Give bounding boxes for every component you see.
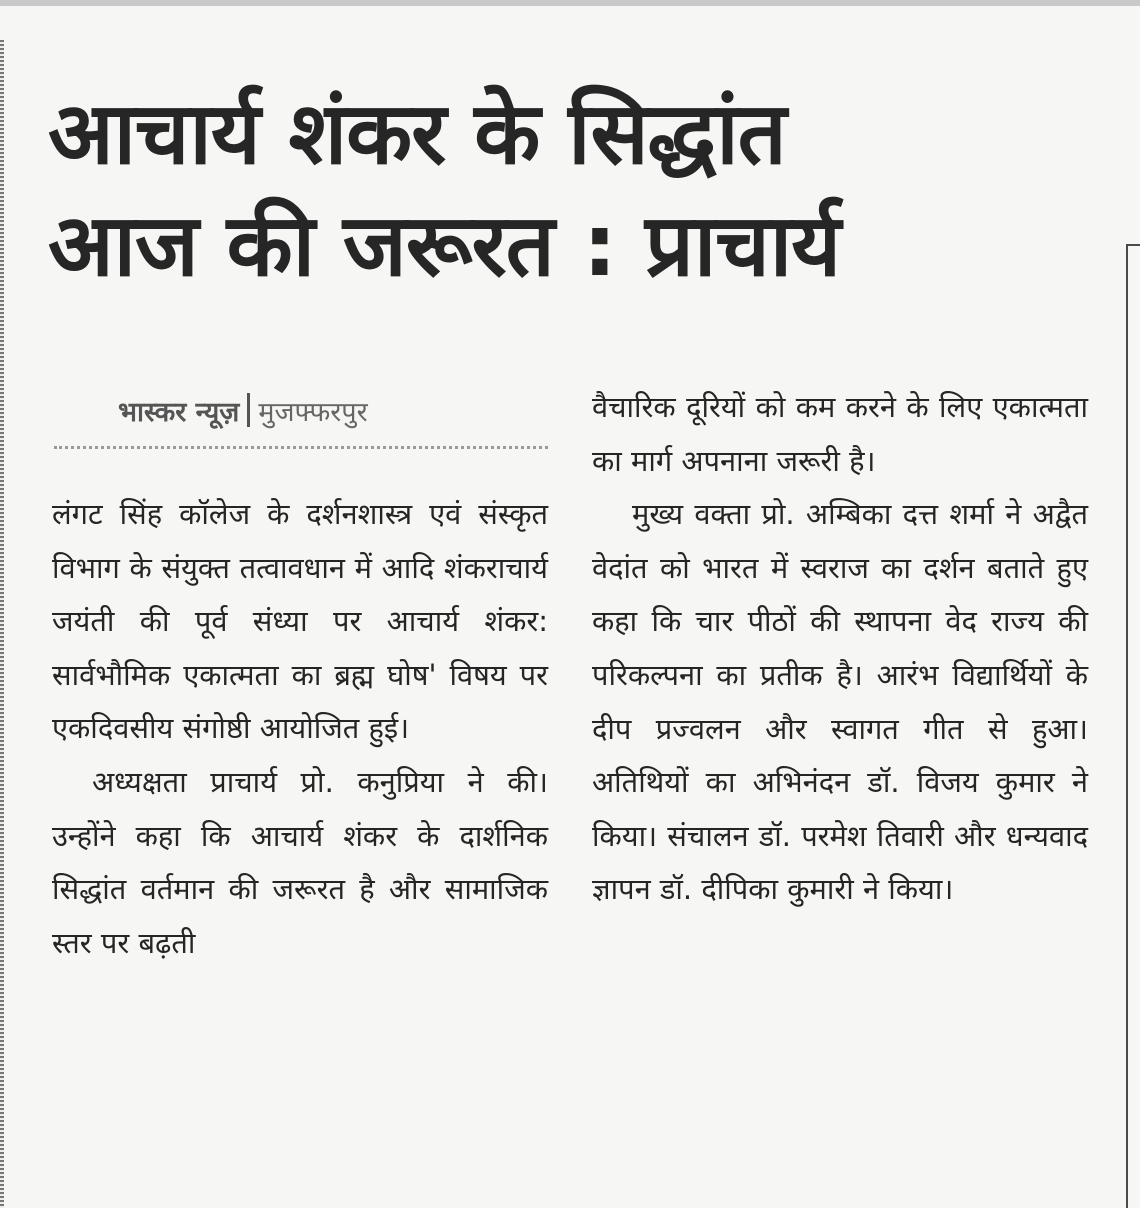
byline-divider [54, 446, 548, 449]
adjacent-article-border [1126, 244, 1128, 1208]
left-paragraph-2: अध्यक्षता प्राचार्य प्रो. कनुप्रिया ने की। उन्होंने कहा कि आचार्य शंकर के दार्शनिक सिद्धांत वर्तमान की जरूरत है और सामाजिक स्तर पर बढ़ती [52, 764, 548, 960]
page-left-border [0, 40, 4, 1208]
article-column-right [592, 381, 1088, 917]
page-top-border [0, 0, 1140, 6]
article-column-left [52, 488, 548, 970]
headline [48, 78, 1108, 302]
left-paragraph-1: लंगट सिंह कॉलेज के दर्शनशास्त्र एवं संस्कृत विभाग के संयुक्त तत्वावधान में आदि शंकराचार्य जयंती की पूर्व संध्या पर आचार्य शंकर: सार्वभौमिक एकात्मता का ब्रह्म घोष' विषय पर एकदिवसीय संगोष्ठी आयोजित हुई। [52, 497, 548, 746]
byline [118, 392, 368, 429]
headline-line-2: आज की जरूरत : प्राचार्य [48, 196, 840, 296]
adjacent-article-border-corner [1126, 244, 1140, 246]
right-paragraph-2: मुख्य वक्ता प्रो. अम्बिका दत्त शर्मा ने अद्वैत वेदांत को भारत में स्वराज का दर्शन बताते हुए कहा कि चार पीठों की स्थापना वेद राज्य की परिकल्पना का प्रतीक है। आरंभ विद्यार्थियों के दीप प्रज्वलन और स्वागत गीत से हुआ। अतिथियों का अभिनंदन डॉ. विजय कुमार ने किया। संचालन डॉ. परमेश तिवारी और धन्यवाद ज्ञापन डॉ. दीपिका कुमारी ने किया। [592, 497, 1088, 907]
byline-separator [247, 393, 250, 427]
right-paragraph-1: वैचारिक दूरियों को कम करने के लिए एकात्मता का मार्ग अपनाना जरूरी है। [592, 390, 1088, 478]
headline-line-1: आचार्य शंकर के सिद्धांत [48, 84, 786, 184]
byline-source: भास्कर न्यूज़ [118, 397, 240, 428]
byline-place: मुजफ्फरपुर [258, 397, 368, 428]
